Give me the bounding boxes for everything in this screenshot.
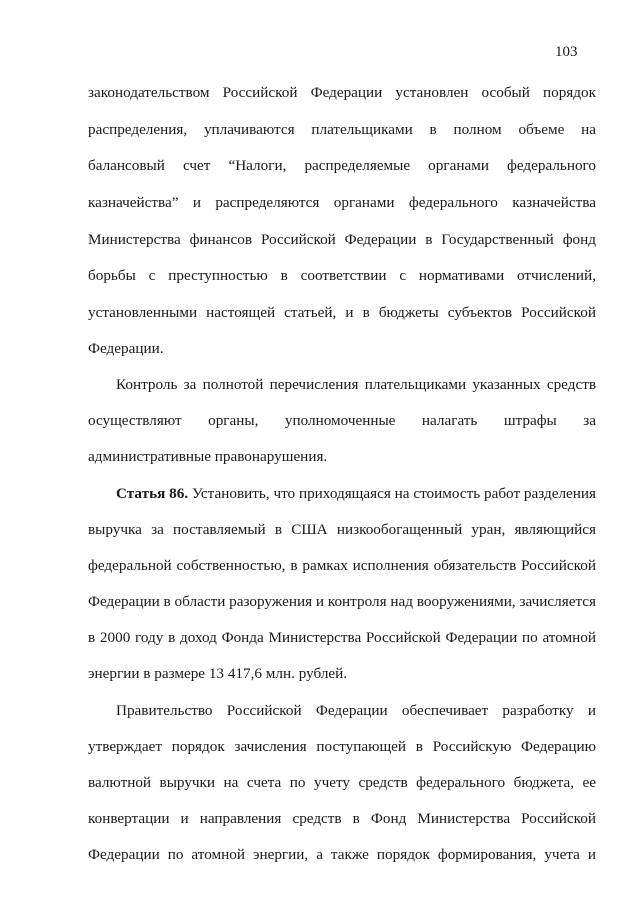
text-line: осуществляют органы, уполномоченные налагать штрафы за (88, 412, 596, 429)
article-first-line (116, 485, 596, 503)
text-line: Федерации. (88, 340, 164, 357)
text-line: административные правонарушения. (88, 448, 328, 465)
text-line: валютной выручки на счета по учету средств федерального бюджета, ее (88, 774, 596, 791)
text-line: Контроль за полнотой перечисления плательщиками указанных средств (116, 376, 596, 393)
text-line: законодательством Российской Федерации установлен особый порядок (88, 84, 596, 101)
text-line: Федерации по атомной энергии, а также порядок формирования, учета и (88, 846, 596, 863)
text-line: борьбы с преступностью в соответствии с нормативами отчислений, (88, 267, 596, 284)
text-line: конвертации и направления средств в Фонд Министерства Российской (88, 810, 596, 827)
text-line: распределения, уплачиваются плательщиками в полном объеме на (88, 121, 596, 138)
article-heading: Статья 86. (116, 485, 189, 502)
text-line: казначейства” и распределяются органами федерального казначейства (88, 194, 596, 211)
text-line: энергии в размере 13 417,6 млн. рублей. (88, 665, 348, 682)
text-line: установленными настоящей статьей, и в бюджеты субъектов Российской (88, 304, 596, 321)
text-line: Федерации в области разоружения и контроля над вооружениями, зачисляется (88, 593, 596, 610)
text-line: утверждает порядок зачисления поступающей в Российскую Федерацию (88, 738, 596, 755)
page-number: 103 (555, 44, 578, 60)
text-line: федеральной собственностью, в рамках исполнения обязательств Российской (88, 557, 596, 574)
text-line: выручка за поставляемый в США низкообогащенный уран, являющийся (88, 521, 596, 538)
article-text: Установить, что приходящаяся на стоимость работ разделения (192, 485, 596, 502)
text-line: балансовый счет “Налоги, распределяемые органами федерального (88, 157, 596, 174)
text-line: в 2000 году в доход Фонда Министерства Российской Федерации по атомной (88, 629, 596, 646)
text-line: Министерства финансов Российской Федерации в Государственный фонд (88, 231, 596, 248)
text-line: Правительство Российской Федерации обеспечивает разработку и (116, 702, 596, 719)
